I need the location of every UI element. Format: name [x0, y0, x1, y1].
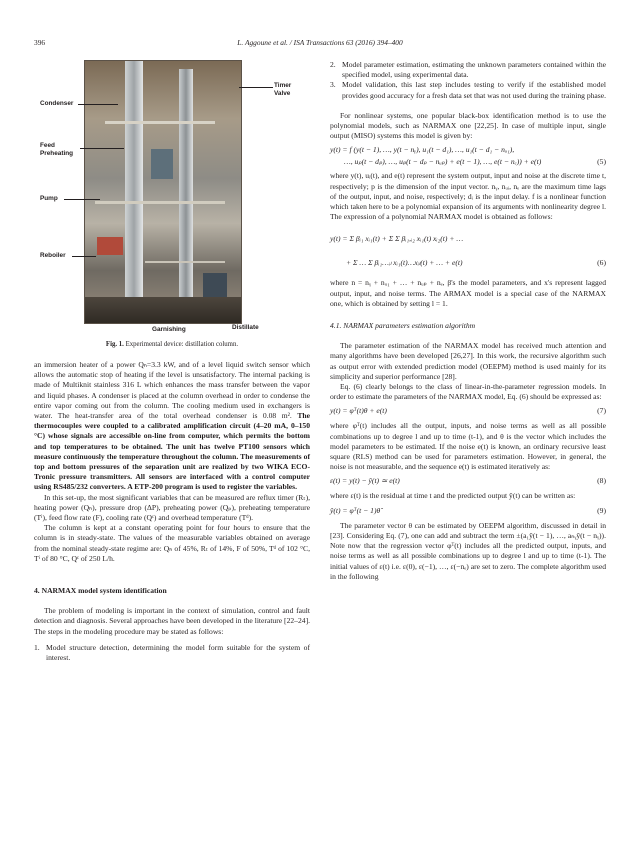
label-valve: Valve: [274, 90, 291, 97]
label-feed: Feed: [40, 142, 55, 149]
label-reboiler: Reboiler: [40, 252, 66, 259]
label-preheating: Preheating: [40, 150, 74, 157]
page-number: 396: [34, 38, 46, 47]
equation-number: (7): [597, 406, 606, 416]
journal-reference: L. Aggoune et al. / ISA Transactions 63 (2016) 394–400: [237, 38, 403, 47]
paragraph: Eq. (6) clearly belongs to the class of linear-in-the-parameter regression models. In order to estimate the parameters of the NARMAX model, Eq. (6) should be expressed as:: [330, 382, 606, 402]
label-pump: Pump: [40, 195, 58, 202]
paragraph: In this set-up, the most significant variables that can be measured are reflux timer (Rₜ), heating power (Qₕ), pressure drop (ΔP), preheating power (Qₚ), preheating temperature (Tⁱ), feed flow rate (F), cooling rate (Qᶜ) and overhead temperature (Tᵈ).: [34, 492, 310, 523]
paragraph: The column is kept at a constant operating point for four hours to ensure that the column is in steady-state. The values of the measurable variables obtained on average from the nominal steady-state regime are: Qₕ of 45%, Rₜ of 14%, F of 50%, Tᵈ of 102 °C, Tⁱ of 80 °C, Qᶜ of 250 L/h.: [34, 523, 310, 563]
equation-number: (6): [597, 258, 606, 268]
figure-caption: [34, 340, 310, 350]
section-title: 4. NARMAX model system identification: [34, 586, 167, 596]
running-header: [34, 38, 606, 50]
list-item: 2. Model parameter estimation, estimating the unknown parameters contained within the specified model, using experimental data.: [330, 60, 606, 80]
steps-list: [34, 643, 310, 663]
paragraph: The parameter vector θ can be estimated by OEEPM algorithm, discussed in detail in [23]. Considering Eq. (7), one can add and subtract the term ±(a₁ŷ(t − 1), …, aₙᵧŷ(t − nᵧ)). Note now that the regression vector φᵀ(t) includes all the predicted output, inputs, and noise terms as well as all possible combinations up to degree l and up to time (t-1). The initial values of ε(t) i.e. ε(0), ε(−1), …, ε(−nₑ) are set to zero. The complete algorithm used in the following: [330, 520, 606, 581]
paragraph: The problem of modeling is important in the context of simulation, control and fault detection and diagnosis. Several approaches have been developed in the literature [22–24]. The steps in the modeling procedure may be stated as follows:: [34, 606, 310, 636]
list-item: 3. Model validation, this last step includes testing to verify if the established model provides good accuracy for a fresh data set that was not used during the training phase.: [330, 80, 607, 100]
right-column: [330, 60, 606, 582]
caption-text: Experimental device: distillation column.: [125, 341, 239, 348]
figure-1: [34, 60, 310, 360]
paragraph: where ε(t) is the residual at time t and the predicted output ŷ(t) can be written as:: [330, 491, 576, 501]
list-item: 1. Model structure detection, determining the model form suitable for the system of interest.: [34, 642, 310, 663]
steps-list-continued: [330, 60, 606, 101]
equation-6: y(t) = Σ βᵢ₁ xᵢ₁(t) + Σ Σ βᵢ₁,ᵢ₂ xᵢ₁(t) xᵢ₂(t) + … + Σ … Σ βᵢ₁…ᵢₗ xᵢ₁(t)…xᵢₗ(t) + … + e(t) (6): [330, 234, 606, 268]
equation-number: (9): [597, 505, 606, 515]
paragraph: where φᵀ(t) includes all the output, inputs, and noise terms as well as all possible combinations up to degree l and up to time (t-1), and θ is the vector which includes the model parameters to be estimated. If the noise e(t) is known, an ordinary recursive least square (RLS) method can be used for parameters estimation. However, in general, the noise is not measurable, and the sequence e(t) is estimated iteratively as:: [330, 421, 606, 472]
caption-label: Fig. 1.: [105, 341, 124, 348]
label-condenser: Condenser: [40, 100, 74, 107]
label-garnishing: Garnishing: [152, 326, 186, 333]
subsection-title: 4.1. NARMAX parameters estimation algorithm: [330, 321, 476, 331]
paragraph: For nonlinear systems, one popular black-box identification method is to use the polynomial models, such as NARMAX one [22,25]. In case of multiple input, single output (MISO) systems this model is given by:: [330, 110, 606, 141]
paragraph: The parameter estimation of the NARMAX model has received much attention and many algorithms have been developed [26,27]. In this work, the recursive algorithm such as output error with extended prediction model (OEEPM) method is used mainly for its simplicity and superior performance [28].: [330, 341, 606, 381]
label-timer: Timer: [274, 82, 292, 89]
equation-8: ε(t) = y(t) − ŷ(t) ≃ e(t) (8): [330, 476, 606, 486]
equation-number: (5): [597, 157, 606, 167]
equation-7: y(t) = φᵀ(t)θ + e(t) (7): [330, 406, 606, 416]
paragraph: an immersion heater of a power Qₕ=3.3 kW, and of a level liquid switch sensor which allows the automatic stop of heating if the level is unsatisfactory. The internal packing is made of Multiknit stainless 316 L which enhances the mass transfer between the vapor and liquid phases. A condenser is placed at the column overhead in order to condense the entire vapor coming out from the column. The cooling medium used in exchangers is water. The heat-transfer area of the total overhead condenser is 0.08 m². The thermocouples were coupled to a calibrated amplification circuit (4–20 mA, 0–150 °C) whose signals are accessible on-line from computer, which permits the bottom and top temperatures to be obtained. The unit has twelve PT100 sensors which measure continuously the temperature throughout the column. The measurements of top and bottom pressures of the separation unit are realized by two WIKA ECO-Tronic pressure transmitters. All sensors are interfaced with a control computer using RS485/232 converters. A ETP-200 program is used to register the variables.: [34, 360, 310, 492]
equation-number: (8): [597, 476, 606, 486]
paragraph: where y(t), uᵢ(t), and e(t) represent the system output, input and noise at the discrete time t, respectively; p is the dimension of the input vector. nᵧ, nᵤᵢ, nₑ are the maximum time lags of the output, input, and noise, respectively; dᵢ is the input delay. f is a nonlinear function which taken here to be a polynomial expansion of its arguments with nonlinearity degree l. The expression of a polynomial NARMAX model is obtained as follows:: [330, 171, 606, 222]
equation-9: ŷ(t) = φᵀ(t − 1)θ̂ (9): [330, 505, 606, 515]
left-column: [34, 60, 310, 663]
paragraph: where n = nᵧ + nᵤ₁ + … + nᵤₚ + nₑ, β's the model parameters, and x's represent lagged output, input, and noise terms. The ARMAX model is a special case of the NARMAX one, which is obtained by setting l = 1.: [330, 278, 606, 308]
bold-passage: The thermocouples were coupled to a calibrated amplification circuit (4–20 mA, 0–150 °C) whose signals are accessible on-line from computer, which permits the bottom and top temperatures to be obtained. The unit has twelve PT100 sensors which measure continuously the temperature throughout the column. The measurements of top and bottom pressures of the separation unit are realized by two WIKA ECO-Tronic pressure transmitters. All sensors are interfaced with a control computer using RS485/232 converters. A ETP-200 program is used to register the variables.: [34, 411, 310, 492]
equation-5: y(t) = f (y(t − 1), …, y(t − nᵧ), u₁(t − d₁), …, u₁(t − d₁ − nᵤ₁), …, uₚ(t − dₚ), …, uₚ(t − dₚ − nᵤₚ) + e(t − 1), …, e(t − nₑ)) + e(t) (5): [330, 145, 606, 167]
label-distillate: Distillate: [232, 324, 259, 331]
distillation-column-photo: [84, 60, 242, 324]
